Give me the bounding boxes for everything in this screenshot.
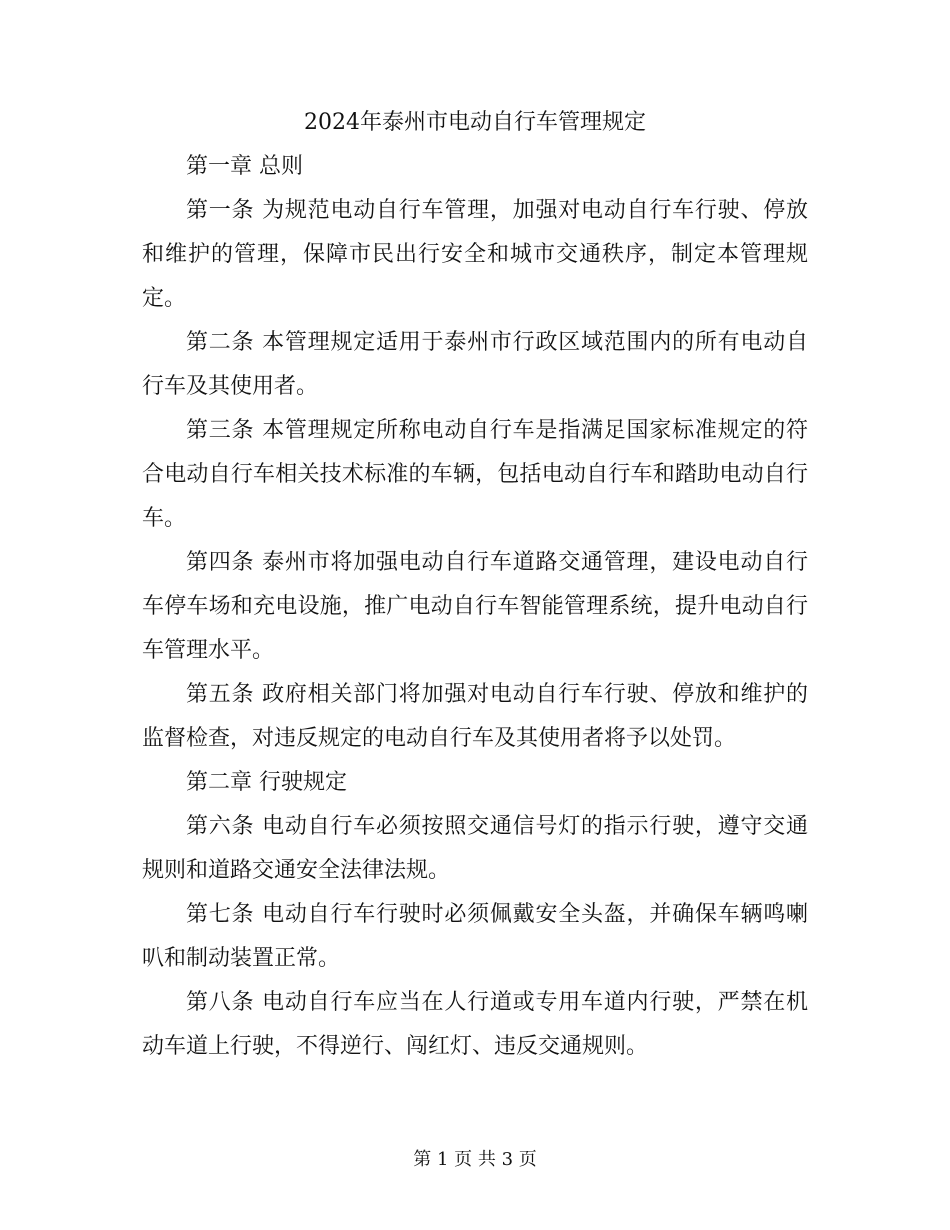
page-number-footer: 第 1 页 共 3 页 bbox=[413, 1149, 537, 1170]
article-paragraph: 第三条 本管理规定所称电动自行车是指满足国家标准规定的符合电动自行车相关技术标准的车辆，包括电动自行车和踏助电动自行车。 bbox=[142, 418, 808, 531]
article-paragraph: 第六条 电动自行车必须按照交通信号灯的指示行驶，遵守交通规则和道路交通安全法律法规。 bbox=[142, 814, 808, 883]
chapter-heading: 第二章 行驶规定 bbox=[186, 770, 347, 795]
article-paragraph: 第五条 政府相关部门将加强对电动自行车行驶、停放和维护的监督检查，对违反规定的电动自行车及其使用者将予以处罚。 bbox=[142, 682, 808, 751]
article-paragraph: 第八条 电动自行车应当在人行道或专用车道内行驶，严禁在机动车道上行驶，不得逆行、闯红灯、违反交通规则。 bbox=[142, 990, 808, 1059]
article-paragraph: 第七条 电动自行车行驶时必须佩戴安全头盔，并确保车辆鸣喇叭和制动装置正常。 bbox=[142, 902, 808, 971]
article-paragraph: 第一条 为规范电动自行车管理，加强对电动自行车行驶、停放和维护的管理，保障市民出行安全和城市交通秩序，制定本管理规定。 bbox=[142, 198, 808, 311]
article-paragraph: 第四条 泰州市将加强电动自行车道路交通管理，建设电动自行车停车场和充电设施，推广电动自行车智能管理系统，提升电动自行车管理水平。 bbox=[142, 550, 808, 663]
document-title: 2024年泰州市电动自行车管理规定 bbox=[304, 110, 646, 135]
chapter-heading: 第一章 总则 bbox=[186, 154, 303, 179]
article-paragraph: 第二条 本管理规定适用于泰州市行政区域范围内的所有电动自行车及其使用者。 bbox=[142, 330, 808, 399]
document-body bbox=[142, 101, 808, 1069]
